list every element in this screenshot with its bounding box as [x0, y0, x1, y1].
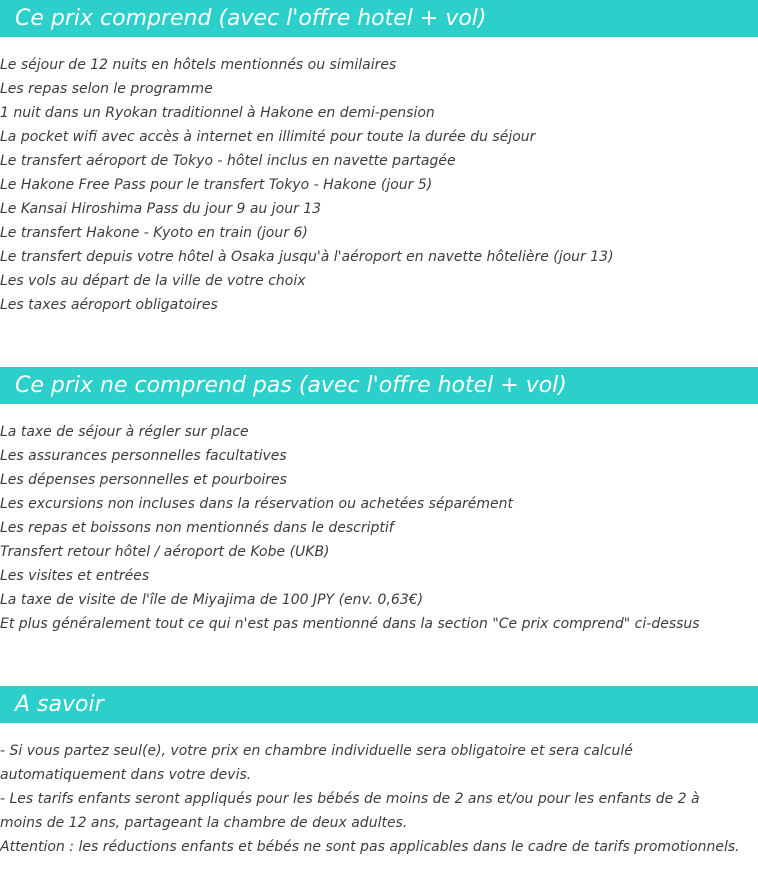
list-item: Le Hakone Free Pass pour le transfert Tokyo - Hakone (jour 5) — [0, 177, 433, 193]
good-to-know-notes — [0, 739, 740, 859]
list-item: Les dépenses personnelles et pourboires — [0, 472, 287, 488]
list-item: Les repas et boissons non mentionnés dans le descriptif — [0, 520, 394, 536]
list-item: Les vols au départ de la ville de votre choix — [0, 273, 306, 289]
not-included-section-header — [0, 367, 758, 404]
note-paragraph: - Les tarifs enfants seront appliqués pour les bébés de moins de 2 ans et/ou pour les enfants de 2 à moins de 12 ans, partageant la chambre de deux adultes. — [0, 791, 700, 831]
not-included-list — [0, 420, 758, 636]
note-paragraph: - Si vous partez seul(e), votre prix en chambre individuelle sera obligatoire et sera calculé automatiquement dans votre devis. — [0, 743, 633, 783]
list-item: Les visites et entrées — [0, 568, 150, 584]
list-item: Les excursions non incluses dans la réservation ou achetées séparément — [0, 496, 514, 512]
list-item: La pocket wifi avec accès à internet en illimité pour toute la durée du séjour — [0, 129, 536, 145]
list-item: Le transfert Hakone - Kyoto en train (jour 6) — [0, 225, 308, 241]
good-to-know-section-title: A savoir — [15, 692, 104, 717]
list-item: 1 nuit dans un Ryokan traditionnel à Hakone en demi-pension — [0, 105, 435, 121]
list-item: Le Kansai Hiroshima Pass du jour 9 au jour 13 — [0, 201, 322, 217]
not-included-section-title: Ce prix ne comprend pas (avec l'offre hotel + vol) — [15, 373, 567, 398]
list-item: Le séjour de 12 nuits en hôtels mentionnés ou similaires — [0, 57, 397, 73]
included-section-header — [0, 0, 758, 37]
list-item: Les repas selon le programme — [0, 81, 213, 97]
list-item: La taxe de séjour à régler sur place — [0, 424, 249, 440]
list-item: Le transfert depuis votre hôtel à Osaka jusqu'à l'aéroport en navette hôtelière (jour 13) — [0, 249, 614, 265]
list-item: La taxe de visite de l'île de Miyajima de 100 JPY (env. 0,63€) — [0, 592, 424, 608]
list-item: Transfert retour hôtel / aéroport de Kobe (UKB) — [0, 544, 330, 560]
good-to-know-section-header — [0, 686, 758, 723]
list-item: Les assurances personnelles facultatives — [0, 448, 287, 464]
note-paragraph: Attention : les réductions enfants et bébés ne sont pas applicables dans le cadre de tarifs promotionnels. — [0, 839, 740, 855]
included-list — [0, 53, 758, 317]
list-item: Les taxes aéroport obligatoires — [0, 297, 218, 313]
list-item: Et plus généralement tout ce qui n'est pas mentionné dans la section "Ce prix comprend" ci-dessus — [0, 616, 700, 632]
list-item: Le transfert aéroport de Tokyo - hôtel inclus en navette partagée — [0, 153, 456, 169]
included-section-title: Ce prix comprend (avec l'offre hotel + vol) — [15, 6, 487, 31]
